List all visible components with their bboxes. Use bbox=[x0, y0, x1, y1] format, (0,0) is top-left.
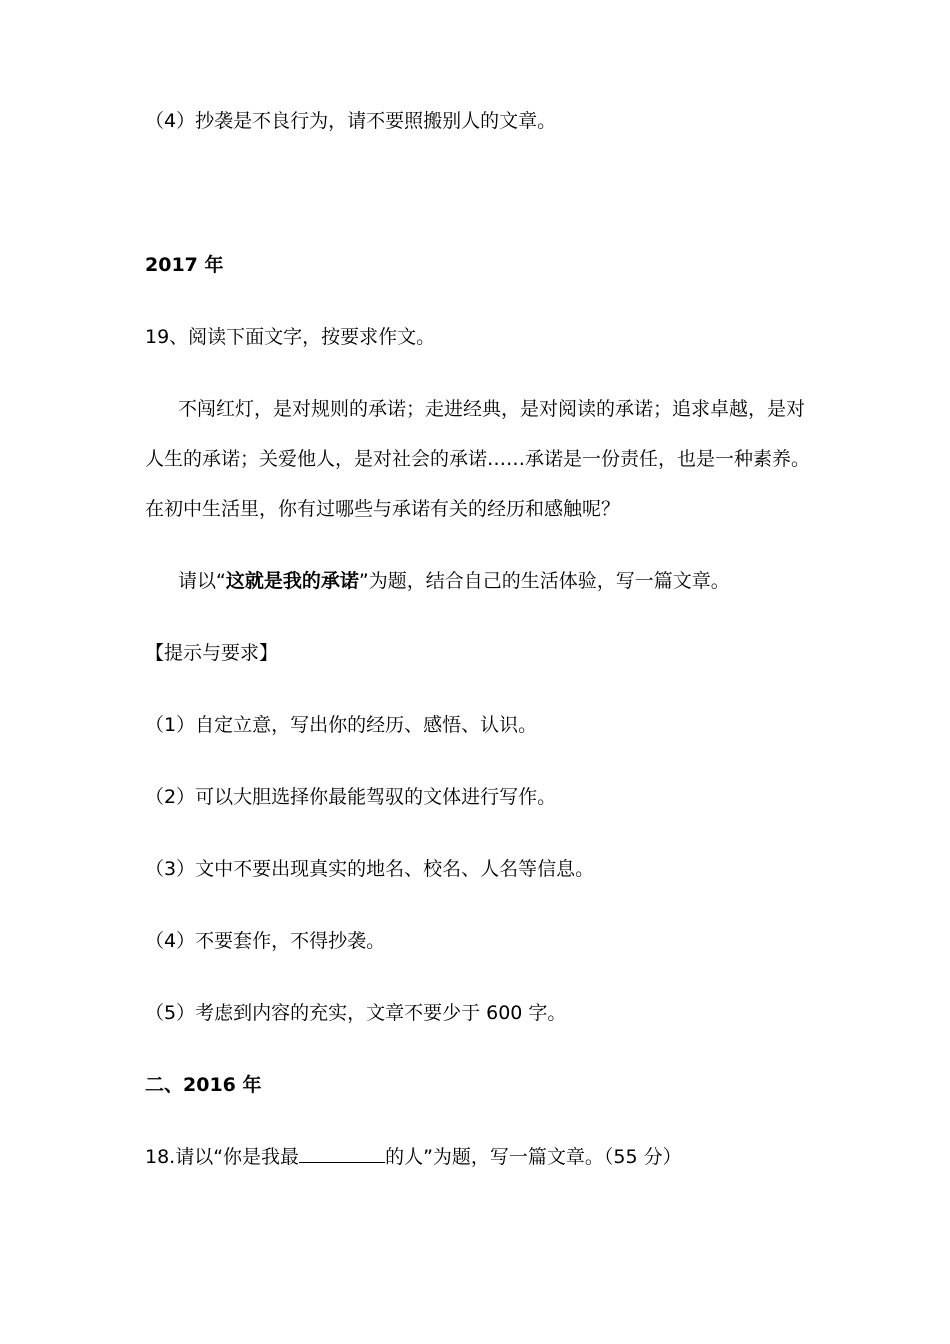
essay-title: 这就是我的承诺 bbox=[225, 570, 359, 592]
question-19: 19、阅读下面文字，按要求作文。 bbox=[145, 326, 436, 348]
fill-in-blank bbox=[299, 1144, 385, 1163]
passage-line-2: 人生的承诺；关爱他人，是对社会的承诺……承诺是一份责任，也是一种素养。 bbox=[145, 448, 811, 470]
tip-2: （2）可以大胆选择你最能驾驭的文体进行写作。 bbox=[145, 786, 557, 808]
essay-prompt bbox=[178, 568, 730, 594]
question-18-before: 18.请以“你是我最 bbox=[145, 1146, 300, 1168]
question-18-after: 的人”为题，写一篇文章。（55 分） bbox=[385, 1146, 682, 1168]
passage-line-3: 在初中生活里，你有过哪些与承诺有关的经历和感触呢？ bbox=[145, 498, 621, 520]
tips-heading: 【提示与要求】 bbox=[145, 642, 279, 664]
section-heading-2016: 二、2016 年 bbox=[145, 1074, 262, 1096]
tip-4: （4）不要套作，不得抄袭。 bbox=[145, 930, 386, 952]
section-heading-2017: 2017 年 bbox=[145, 254, 224, 276]
prompt-after: ”为题，结合自己的生活体验，写一篇文章。 bbox=[358, 570, 730, 592]
prompt-before: 请以“ bbox=[178, 570, 226, 592]
tip-5: （5）考虑到内容的充实，文章不要少于 600 字。 bbox=[145, 1002, 567, 1024]
tip-3: （3）文中不要出现真实的地名、校名、人名等信息。 bbox=[145, 858, 595, 880]
question-18 bbox=[145, 1144, 682, 1170]
tip-1: （1）自定立意，写出你的经历、感悟、认识。 bbox=[145, 714, 538, 736]
prev-requirement-4: （4）抄袭是不良行为，请不要照搬别人的文章。 bbox=[145, 110, 557, 132]
passage-line-1: 不闯红灯，是对规则的承诺；走进经典，是对阅读的承诺；追求卓越，是对 bbox=[178, 398, 806, 420]
